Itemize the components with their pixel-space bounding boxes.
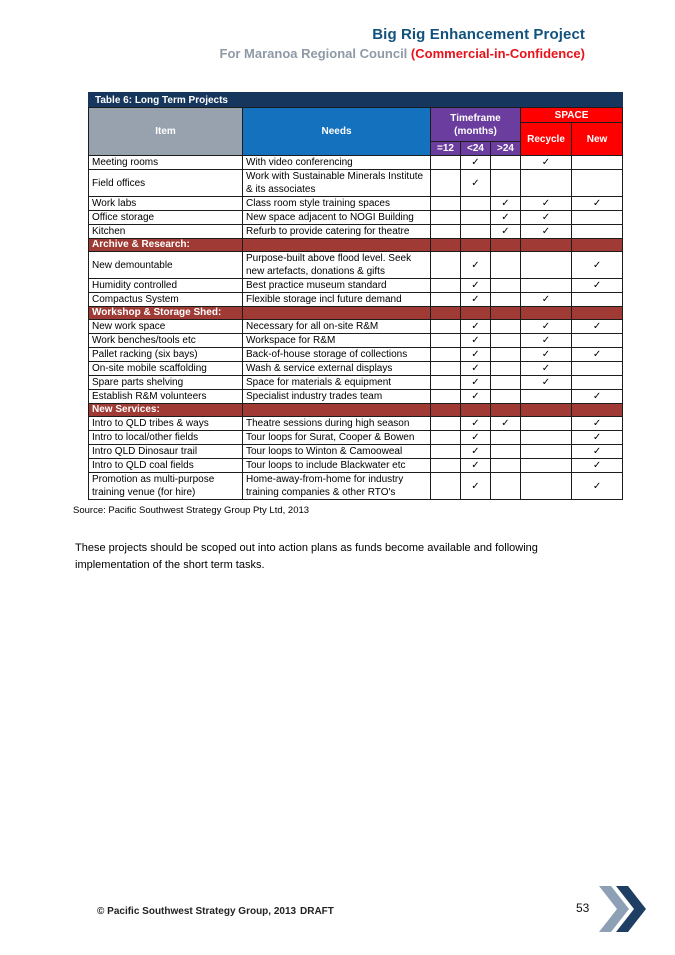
needs-cell: Necessary for all on-site R&M [243, 320, 431, 334]
empty-cell [431, 225, 461, 239]
empty-cell [521, 390, 572, 404]
item-cell: Promotion as multi-purpose training venue (for hire) [89, 473, 243, 500]
empty-cell [572, 156, 623, 170]
checkmark-cell: ✓ [572, 473, 623, 500]
page-subtitle [220, 46, 586, 61]
needs-cell: Refurb to provide catering for theatre [243, 225, 431, 239]
needs-cell: Flexible storage incl future demand [243, 293, 431, 307]
needs-cell: Class room style training spaces [243, 197, 431, 211]
empty-cell [431, 170, 461, 197]
section-cell [572, 307, 623, 320]
empty-cell [491, 348, 521, 362]
body-paragraph: These projects should be scoped out into action plans as funds become available and following implementation of the short term tasks. [75, 542, 538, 571]
table-row [89, 225, 623, 239]
checkmark-cell: ✓ [461, 334, 491, 348]
table-row [89, 334, 623, 348]
section-cell [521, 404, 572, 417]
empty-cell [491, 431, 521, 445]
checkmark-cell: ✓ [461, 390, 491, 404]
section-cell [491, 404, 521, 417]
section-cell [491, 239, 521, 252]
empty-cell [572, 362, 623, 376]
item-cell: New demountable [89, 252, 243, 279]
needs-cell: Wash & service external displays [243, 362, 431, 376]
empty-cell [431, 459, 461, 473]
col-header-recycle: Recycle [521, 123, 572, 156]
checkmark-cell: ✓ [521, 362, 572, 376]
checkmark-cell: ✓ [521, 293, 572, 307]
checkmark-cell: ✓ [461, 279, 491, 293]
checkmark-cell: ✓ [461, 170, 491, 197]
col-header-item: Item [89, 108, 243, 156]
item-cell: Intro to local/other fields [89, 431, 243, 445]
document-header [220, 26, 586, 61]
table-row [89, 320, 623, 334]
needs-cell: New space adjacent to NOGI Building [243, 211, 431, 225]
needs-cell: Purpose-built above flood level. Seek new artefacts, donations & gifts [243, 252, 431, 279]
page-number: 53 [576, 901, 590, 915]
checkmark-cell: ✓ [572, 320, 623, 334]
checkmark-cell: ✓ [572, 417, 623, 431]
item-cell: Office storage [89, 211, 243, 225]
checkmark-cell: ✓ [572, 390, 623, 404]
section-cell [243, 239, 431, 252]
needs-cell: Workspace for R&M [243, 334, 431, 348]
empty-cell [491, 334, 521, 348]
table-body [89, 156, 623, 500]
item-cell: Work benches/tools etc [89, 334, 243, 348]
item-cell: Meeting rooms [89, 156, 243, 170]
section-cell [572, 239, 623, 252]
subtitle-client: For Maranoa Regional Council [219, 46, 411, 61]
item-cell: On-site mobile scaffolding [89, 362, 243, 376]
section-cell [572, 404, 623, 417]
col-header-lt24: <24 [461, 142, 491, 156]
item-cell: Kitchen [89, 225, 243, 239]
item-cell: New work space [89, 320, 243, 334]
empty-cell [572, 211, 623, 225]
empty-cell [491, 320, 521, 334]
section-cell [431, 307, 461, 320]
table-row [89, 362, 623, 376]
needs-cell: Back-of-house storage of collections [243, 348, 431, 362]
empty-cell [491, 362, 521, 376]
checkmark-cell: ✓ [461, 252, 491, 279]
empty-cell [431, 252, 461, 279]
section-label: New Services: [89, 404, 243, 417]
empty-cell [491, 445, 521, 459]
table-caption: Table 6: Long Term Projects [89, 93, 623, 108]
table-row [89, 156, 623, 170]
empty-cell [431, 431, 461, 445]
table-row [89, 348, 623, 362]
checkmark-cell: ✓ [521, 225, 572, 239]
table-row [89, 473, 623, 500]
needs-cell: Space for materials & equipment [243, 376, 431, 390]
checkmark-cell: ✓ [461, 417, 491, 431]
table-caption-row [89, 93, 623, 108]
section-row [89, 404, 623, 417]
section-cell [243, 307, 431, 320]
needs-cell: Specialist industry trades team [243, 390, 431, 404]
checkmark-cell: ✓ [491, 197, 521, 211]
empty-cell [431, 320, 461, 334]
section-row [89, 307, 623, 320]
table-row [89, 279, 623, 293]
section-cell [461, 307, 491, 320]
needs-cell: Tour loops to include Blackwater etc [243, 459, 431, 473]
checkmark-cell: ✓ [572, 459, 623, 473]
empty-cell [521, 431, 572, 445]
empty-cell [431, 348, 461, 362]
checkmark-cell: ✓ [461, 156, 491, 170]
checkmark-cell: ✓ [521, 320, 572, 334]
section-cell [243, 404, 431, 417]
table-source: Source: Pacific Southwest Strategy Group Pty Ltd, 2013 [73, 505, 310, 516]
col-header-timeframe: Timeframe (months) [431, 108, 521, 142]
checkmark-cell: ✓ [521, 376, 572, 390]
col-header-gt24: >24 [491, 142, 521, 156]
table-row [89, 197, 623, 211]
item-cell: Humidity controlled [89, 279, 243, 293]
checkmark-cell: ✓ [461, 320, 491, 334]
empty-cell [431, 211, 461, 225]
empty-cell [491, 376, 521, 390]
section-cell [461, 404, 491, 417]
table-row [89, 376, 623, 390]
item-cell: Intro to QLD coal fields [89, 459, 243, 473]
checkmark-cell: ✓ [572, 431, 623, 445]
table-row [89, 431, 623, 445]
table-row [89, 417, 623, 431]
checkmark-cell: ✓ [572, 197, 623, 211]
empty-cell [521, 473, 572, 500]
empty-cell [521, 252, 572, 279]
empty-cell [572, 293, 623, 307]
checkmark-cell: ✓ [572, 252, 623, 279]
col-header-space: SPACE [521, 108, 623, 123]
empty-cell [461, 211, 491, 225]
empty-cell [431, 156, 461, 170]
double-chevron-icon [599, 886, 647, 932]
checkmark-cell: ✓ [461, 348, 491, 362]
table-row [89, 459, 623, 473]
long-term-projects-table [88, 92, 623, 500]
empty-cell [521, 459, 572, 473]
checkmark-cell: ✓ [461, 376, 491, 390]
item-cell: Intro to QLD tribes & ways [89, 417, 243, 431]
empty-cell [491, 252, 521, 279]
empty-cell [521, 445, 572, 459]
empty-cell [431, 445, 461, 459]
section-cell [431, 239, 461, 252]
empty-cell [431, 334, 461, 348]
checkmark-cell: ✓ [572, 348, 623, 362]
empty-cell [431, 376, 461, 390]
col-header-needs: Needs [243, 108, 431, 156]
needs-cell: Home-away-from-home for industry training companies & other RTO's [243, 473, 431, 500]
checkmark-cell: ✓ [461, 445, 491, 459]
checkmark-cell: ✓ [461, 431, 491, 445]
item-cell: Pallet racking (six bays) [89, 348, 243, 362]
section-row [89, 239, 623, 252]
empty-cell [521, 170, 572, 197]
checkmark-cell: ✓ [521, 197, 572, 211]
checkmark-cell: ✓ [521, 211, 572, 225]
section-label: Workshop & Storage Shed: [89, 307, 243, 320]
needs-cell: Tour loops to Winton & Camooweal [243, 445, 431, 459]
empty-cell [521, 279, 572, 293]
needs-cell: Work with Sustainable Minerals Institute & its associates [243, 170, 431, 197]
empty-cell [491, 390, 521, 404]
empty-cell [461, 197, 491, 211]
checkmark-cell: ✓ [491, 211, 521, 225]
empty-cell [491, 170, 521, 197]
checkmark-cell: ✓ [461, 459, 491, 473]
empty-cell [572, 225, 623, 239]
empty-cell [521, 417, 572, 431]
header-row-1 [89, 108, 623, 123]
empty-cell [491, 459, 521, 473]
table-row [89, 445, 623, 459]
empty-cell [431, 390, 461, 404]
section-cell [461, 239, 491, 252]
empty-cell [491, 279, 521, 293]
empty-cell [431, 362, 461, 376]
footer-copyright: © Pacific Southwest Strategy Group, 2013 [97, 906, 297, 917]
needs-cell: Tour loops for Surat, Cooper & Bowen [243, 431, 431, 445]
checkmark-cell: ✓ [461, 362, 491, 376]
item-cell: Compactus System [89, 293, 243, 307]
page-title: Big Rig Enhancement Project [372, 26, 585, 43]
empty-cell [431, 197, 461, 211]
table-row [89, 293, 623, 307]
section-cell [431, 404, 461, 417]
table-row [89, 170, 623, 197]
checkmark-cell: ✓ [572, 279, 623, 293]
empty-cell [491, 473, 521, 500]
table-row [89, 211, 623, 225]
checkmark-cell: ✓ [491, 417, 521, 431]
item-cell: Field offices [89, 170, 243, 197]
item-cell: Establish R&M volunteers [89, 390, 243, 404]
checkmark-cell: ✓ [572, 445, 623, 459]
needs-cell: Best practice museum standard [243, 279, 431, 293]
empty-cell [491, 156, 521, 170]
checkmark-cell: ✓ [521, 334, 572, 348]
checkmark-cell: ✓ [521, 348, 572, 362]
col-header-new: New [572, 123, 623, 156]
empty-cell [572, 376, 623, 390]
checkmark-cell: ✓ [461, 473, 491, 500]
checkmark-cell: ✓ [491, 225, 521, 239]
empty-cell [491, 293, 521, 307]
subtitle-confidential: (Commercial-in-Confidence) [410, 46, 585, 61]
empty-cell [431, 417, 461, 431]
needs-cell: With video conferencing [243, 156, 431, 170]
needs-cell: Theatre sessions during high season [243, 417, 431, 431]
section-cell [491, 307, 521, 320]
empty-cell [431, 473, 461, 500]
checkmark-cell: ✓ [521, 156, 572, 170]
section-cell [521, 307, 572, 320]
empty-cell [572, 170, 623, 197]
empty-cell [431, 293, 461, 307]
section-label: Archive & Research: [89, 239, 243, 252]
col-header-eq12: =12 [431, 142, 461, 156]
empty-cell [572, 334, 623, 348]
checkmark-cell: ✓ [461, 293, 491, 307]
table-row [89, 390, 623, 404]
item-cell: Spare parts shelving [89, 376, 243, 390]
item-cell: Intro QLD Dinosaur trail [89, 445, 243, 459]
item-cell: Work labs [89, 197, 243, 211]
table-row [89, 252, 623, 279]
section-cell [521, 239, 572, 252]
footer-draft-label: DRAFT [300, 906, 334, 917]
empty-cell [461, 225, 491, 239]
empty-cell [431, 279, 461, 293]
